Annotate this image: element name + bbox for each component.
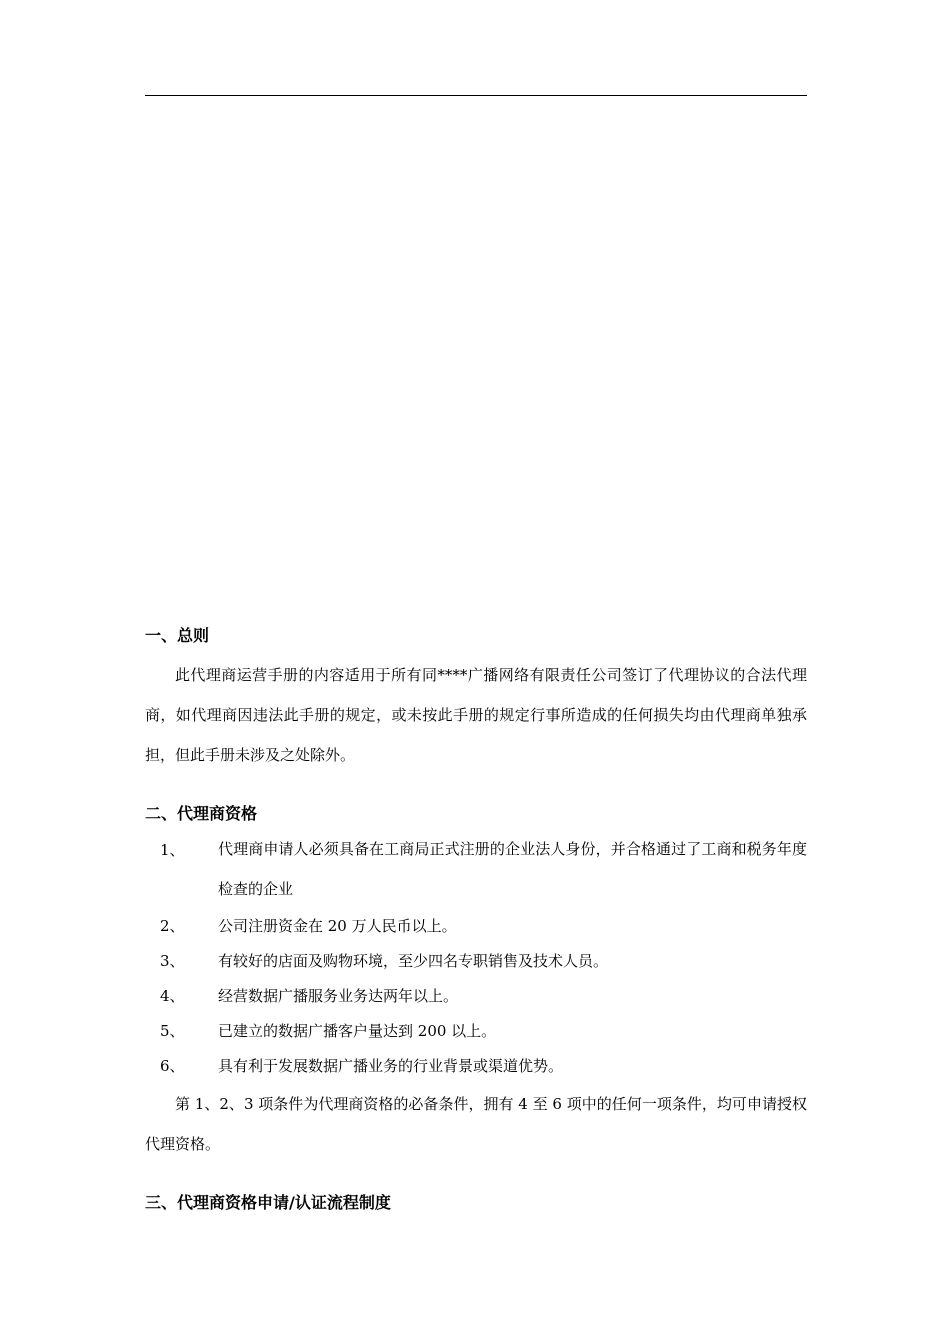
- section-heading-qualification: 二、代理商资格: [145, 804, 258, 823]
- list-item-number: 2、: [160, 917, 185, 935]
- list-item: [145, 909, 807, 944]
- list-item-text: 代理商申请人必须具备在工商局正式注册的企业法人身份，并合格通过了工商和税务年度检查的企业: [218, 840, 807, 898]
- list-item-text: 经营数据广播服务业务达两年以上。: [218, 987, 459, 1005]
- section-heading-general: 一、总则: [145, 626, 210, 645]
- qualification-list: [145, 833, 807, 1084]
- list-item: [145, 944, 807, 979]
- section-heading-application-process: 三、代理商资格申请/认证流程制度: [145, 1193, 391, 1212]
- list-item-text: 具有利于发展数据广播业务的行业背景或渠道优势。: [218, 1057, 564, 1075]
- qualification-note: 第 1、2、3 项条件为代理商资格的必备条件，拥有 4 至 6 项中的任何一项条件，均可申请授权代理资格。: [145, 1095, 807, 1153]
- general-paragraph: 此代理商运营手册的内容适用于所有同****广播网络有限责任公司签订了代理协议的合法代理商，如代理商因违法此手册的规定，或未按此手册的规定行事所造成的任何损失均由代理商单独承担，但此手册未涉及之处除外。: [145, 666, 807, 764]
- list-item-text: 有较好的店面及购物环境，至少四名专职销售及技术人员。: [218, 952, 609, 970]
- list-item: [145, 1049, 807, 1084]
- list-item-text: 公司注册资金在 20 万人民币以上。: [218, 917, 457, 935]
- list-item-number: 1、: [160, 841, 185, 859]
- list-item-number: 6、: [160, 1057, 185, 1075]
- document-body: [145, 619, 807, 1220]
- list-item-number: 3、: [160, 952, 185, 970]
- list-item: [145, 833, 807, 909]
- list-item-number: 5、: [160, 1022, 185, 1040]
- list-item-number: 4、: [160, 987, 185, 1005]
- list-item: [145, 1014, 807, 1049]
- list-item: [145, 979, 807, 1014]
- header-rule: [145, 95, 807, 96]
- list-item-text: 已建立的数据广播客户量达到 200 以上。: [218, 1022, 497, 1040]
